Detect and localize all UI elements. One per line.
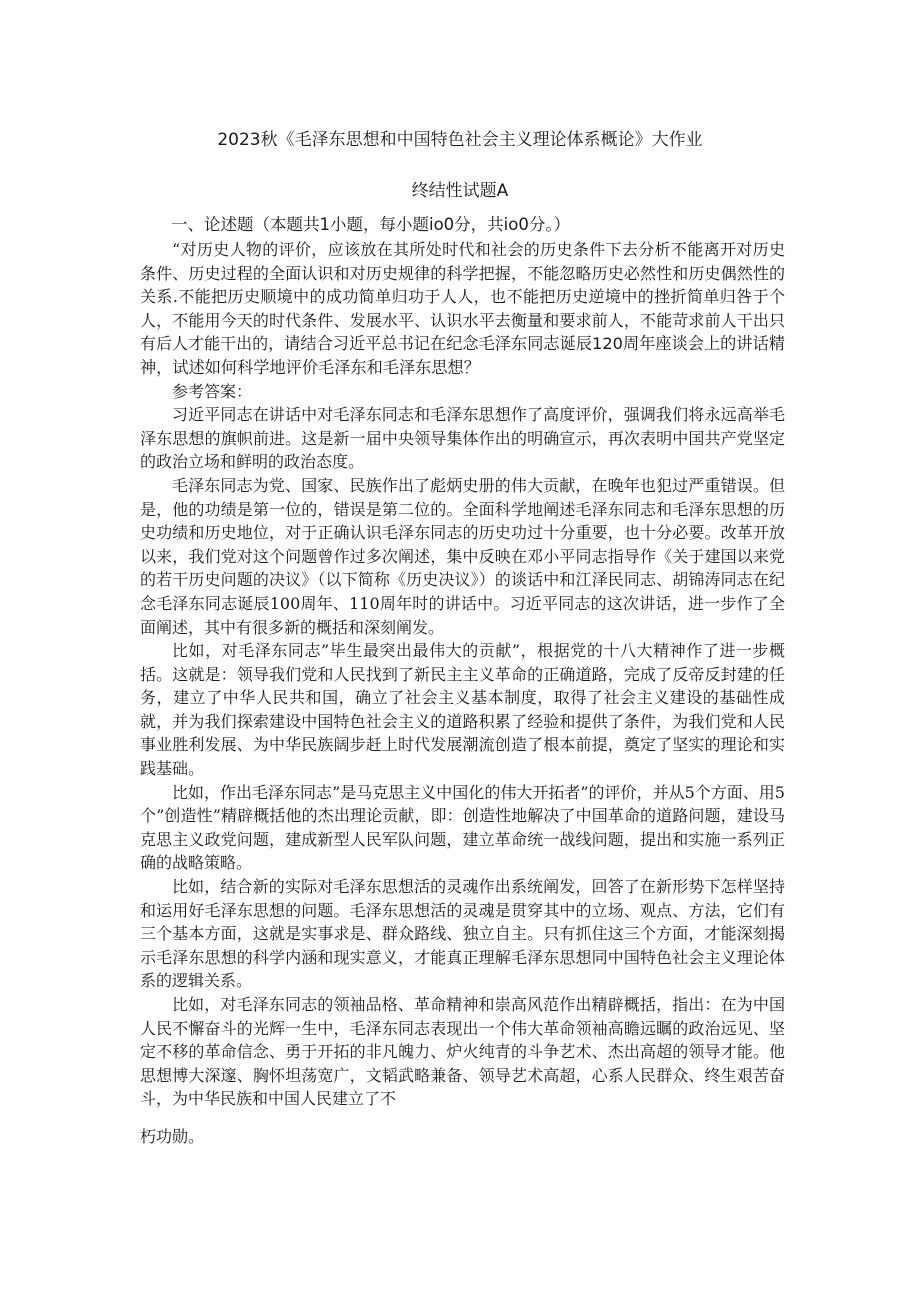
answer-label-paragraph: [140, 380, 785, 404]
answer-paragraph-1: 习近平同志在讲话中对毛泽东同志和毛泽东思想作了高度评价，强调我们将永远高举毛泽东思想的旗帜前进。这是新一届中央领导集体作出的明确宣示，再次表明中国共产党坚定的政治立场和鲜明的政治态度。: [140, 405, 785, 472]
section-heading: 一、论述题（本题共1小题，每小题io0分，共io0分。）: [171, 215, 571, 234]
answer-paragraph-3: 比如，对毛泽东同志”毕生最突出最伟大的贡献”，根据党的十八大精神作了进一步概括。这就是：领导我们党和人民找到了新民主主义革命的正确道路，完成了反帝反封建的任务，建立了中华人民共和国，确立了社会主义基本制度，取得了社会主义建设的基础性成就，并为我们探索建设中国特色社会主义的道路积累了经验和提供了条件，为我们党和人民事业胜利发展、为中华民族阔步赶上时代发展潮流创造了根本前提，奠定了坚实的理论和实践基础。: [140, 641, 785, 779]
answer-label: 参考答案：: [172, 381, 253, 401]
document-body: [140, 238, 785, 1149]
answer-paragraph-2: 毛泽东同志为党、国家、民族作出了彪炳史册的伟大贡献，在晚年也犯过严重错误。但是，他的功绩是第一位的，错误是第二位的。全面科学地阐述毛泽东同志和毛泽东思想的历史功绩和历史地位，对于正确认识毛泽东同志的历史功过十分重要，也十分必要。改革开放以来，我们党对这个问题曾作过多次阐述，集中反映在邓小平同志指导作《关于建国以来党的若干历史问题的决议》（以下简称《历史决议》）的谈话中和江泽民同志、胡锦涛同志在纪念毛泽东同志诞辰100周年、110周年时的讲话中。习近平同志的这次讲话，进一步作了全面阐述，其中有很多新的概括和深刻阐发。: [140, 475, 785, 637]
document-title: 2023秋《毛泽东思想和中国特色社会主义理论体系概论》大作业: [217, 130, 703, 150]
question-text: “对历史人物的评价，应该放在其所处时代和社会的历史条件下去分析不能离开对历史条件、历史过程的全面认识和对历史规律的科学把握，不能忽略历史必然性和历史偶然性的关系.不能把历史顺境中的成功简单归功于人人，也不能把历史逆境中的挫折简单归咎于个人，不能用今天的时代条件、发展水平、认识水平去衡量和要求前人，不能苛求前人干出只有后人才能干出的，: [140, 240, 785, 354]
question-paragraph: [140, 238, 785, 380]
answer-paragraph-5: 比如，结合新的实际对毛泽东思想活的灵魂作出系统阐发，回答了在新形势下怎样坚持和运用好毛泽东思想的问题。毛泽东思想活的灵魂是贯穿其中的立场、观点、方法，它们有三个基本方面，这就是实事求是、群众路线、独立自主。只有抓住这三个方面，才能深刻揭示毛泽东思想的科学内涵和现实意义，才能真正理解毛泽东思想同中国特色社会主义理论体系的逻辑关系。: [140, 877, 785, 991]
answer-paragraph-tail: 朽功勋。: [140, 1126, 205, 1146]
answer-paragraph-6: 比如，对毛泽东同志的领袖品格、革命精神和崇高风范作出精辟概括，指出：在为中国人民不懈奋斗的光辉一生中，毛泽东同志表现出一个伟大革命领袖高瞻远瞩的政治远见、坚定不移的革命信念、勇于开拓的非凡魄力、炉火纯青的斗争艺术、杰出高超的领导才能。他思想博大深邃、胸怀坦荡宽广，文韬武略兼备、领导艺术高超，心系人民群众、终生艰苦奋斗，为中华民族和中国人民建立了不: [140, 995, 785, 1109]
question-highlight: 请结合习近平总书记在纪念毛泽东同志诞辰120周年座谈会上的讲话精神，试述如何科学地评价毛泽东和毛泽东思想？: [140, 334, 785, 377]
answer-paragraph-4: 比如，作出毛泽东同志”是马克思主义中国化的伟大开拓者”的评价，并从5个方面、用5个”创造性”精辟概括他的杰出理论贡献，即：创造性地解决了中国革命的道路问题，建设马克思主义政党问题，建成新型人民军队问题，建立革命统一战线问题，提出和实施一系列正确的战略策略。: [140, 782, 785, 873]
document-subtitle: 终结性试题A: [411, 181, 509, 201]
